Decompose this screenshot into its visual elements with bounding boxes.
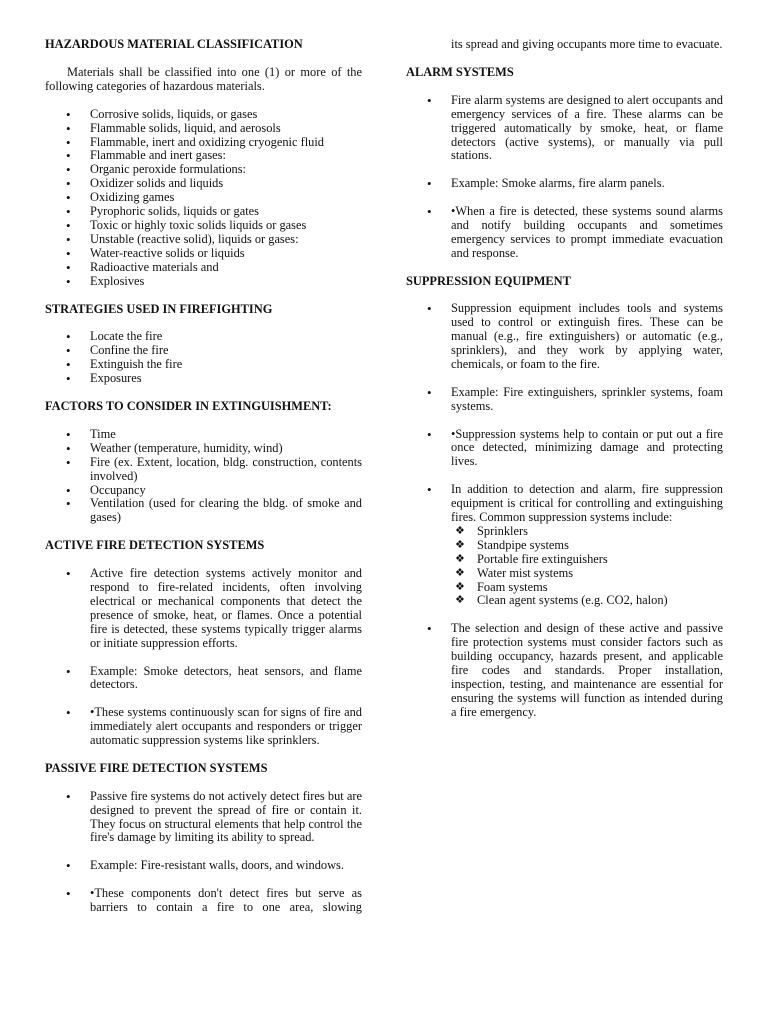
- list-item: • •Suppression systems help to contain or put out a fire once detected, minimizing damage and protecting lives.: [406, 428, 723, 470]
- factors-list: [45, 428, 362, 525]
- list-item: • Active fire detection systems actively monitor and respond to fire-related incidents, often involving electrical or mechanical components that detect the presence of smoke, heat, or flames. Once a potential fire is detected, these systems typically trigger alarms or initiate suppression efforts.: [45, 567, 362, 650]
- strategies-heading: STRATEGIES USED IN FIREFIGHTING: [45, 301, 273, 316]
- list-item: ❖ Sprinklers: [406, 525, 723, 539]
- list-item: • Extinguish the fire: [45, 358, 362, 372]
- list-item: • •When a fire is detected, these systems sound alarms and notify building occupants and sometimes emergency services to prompt immediate evacuation and response.: [406, 205, 723, 261]
- list-item: • Radioactive materials and: [45, 261, 362, 275]
- list-item: • The selection and design of these active and passive fire protection systems must consider factors such as building occupancy, hazards present, and applicable fire codes and standards. Proper installation, inspection, testing, and maintenance are essential for ensuring the systems will function as intended during a fire emergency.: [406, 622, 723, 719]
- list-item: • Example: Smoke detectors, heat sensors, and flame detectors.: [45, 665, 362, 693]
- suppression-list: [406, 302, 723, 524]
- left-column: [45, 38, 362, 915]
- list-item: • •These components don't detect fires but serve as barriers to contain a fire to one area, slowing: [45, 887, 362, 915]
- passive-continuation: its spread and giving occupants more time to evacuate.: [451, 37, 723, 51]
- factors-heading: [45, 400, 362, 414]
- list-item: • Flammable solids, liquid, and aerosols: [45, 122, 362, 136]
- list-item: • Fire (ex. Extent, location, bldg. construction, contents involved): [45, 456, 362, 484]
- hazard-heading: HAZARDOUS MATERIAL CLASSIFICATION: [45, 37, 303, 51]
- list-item: • Occupancy: [45, 484, 362, 498]
- passive-list: [45, 790, 362, 915]
- list-item: • Corrosive solids, liquids, or gases: [45, 108, 362, 122]
- passive-heading: PASSIVE FIRE DETECTION SYSTEMS: [45, 760, 268, 775]
- list-item: ❖ Clean agent systems (e.g. CO2, halon): [406, 594, 723, 608]
- hazard-list: [45, 108, 362, 289]
- list-item: ❖ Portable fire extinguishers: [406, 553, 723, 567]
- list-item: • In addition to detection and alarm, fire suppression equipment is critical for controlling and extinguishing fires. Common suppression systems include:: [406, 483, 723, 525]
- suppression-heading: SUPPRESSION EQUIPMENT: [406, 273, 571, 288]
- list-item: • Fire alarm systems are designed to alert occupants and emergency services of a fire. These alarms can be triggered automatically by smoke, heat, or flame detectors (active systems), or manually via pull stations.: [406, 94, 723, 164]
- right-column: [406, 38, 723, 720]
- list-item: ❖ Foam systems: [406, 581, 723, 595]
- list-item: • Passive fire systems do not actively detect fires but are designed to prevent the spread of fire or contain it. They focus on structural elements that help control the fire's damage by limiting its ability to spread.: [45, 790, 362, 846]
- list-item: • Example: Smoke alarms, fire alarm panels.: [406, 177, 723, 191]
- alarm-list: [406, 94, 723, 261]
- list-item: • Flammable and inert gases:: [45, 149, 362, 163]
- factors-heading-text: FACTORS TO CONSIDER IN EXTINGUISHMENT:: [45, 399, 332, 414]
- list-item: • Explosives: [45, 275, 362, 289]
- list-item: • Water-reactive solids or liquids: [45, 247, 362, 261]
- list-item: • Time: [45, 428, 362, 442]
- list-item: • Locate the fire: [45, 330, 362, 344]
- list-item: • Toxic or highly toxic solids liquids or gases: [45, 219, 362, 233]
- list-item: • Example: Fire extinguishers, sprinkler systems, foam systems.: [406, 386, 723, 414]
- list-item: • Confine the fire: [45, 344, 362, 358]
- list-item: • Ventilation (used for clearing the bldg. of smoke and gases): [45, 497, 362, 525]
- list-item: • Organic peroxide formulations:: [45, 163, 362, 177]
- list-item: • Weather (temperature, humidity, wind): [45, 442, 362, 456]
- active-list: [45, 567, 362, 748]
- alarm-heading: ALARM SYSTEMS: [406, 64, 514, 79]
- hazard-intro: Materials shall be classified into one (1) or more of the following categories of hazardous materials.: [45, 64, 362, 93]
- suppression-closing-list: [406, 622, 723, 719]
- list-item: • Example: Fire-resistant walls, doors, and windows.: [45, 859, 362, 873]
- list-item: • Pyrophoric solids, liquids or gates: [45, 205, 362, 219]
- active-heading: ACTIVE FIRE DETECTION SYSTEMS: [45, 538, 265, 553]
- strategies-list: [45, 330, 362, 386]
- list-item: • Flammable, inert and oxidizing cryogenic fluid: [45, 136, 362, 150]
- list-item: • Oxidizing games: [45, 191, 362, 205]
- list-item: • Unstable (reactive solid), liquids or gases:: [45, 233, 362, 247]
- list-item: • Oxidizer solids and liquids: [45, 177, 362, 191]
- list-item: • Exposures: [45, 372, 362, 386]
- list-item: ❖ Water mist systems: [406, 567, 723, 581]
- suppression-systems-list: [406, 525, 723, 608]
- list-item: ❖ Standpipe systems: [406, 539, 723, 553]
- list-item: • Suppression equipment includes tools and systems used to control or extinguish fires. These can be manual (e.g., fire extinguishers) or automatic (e.g., sprinklers), and they work by applying water, chemicals, or foam to the fire.: [406, 302, 723, 372]
- list-item: • •These systems continuously scan for signs of fire and immediately alert occupants and responders or trigger automatic suppression systems like sprinklers.: [45, 706, 362, 748]
